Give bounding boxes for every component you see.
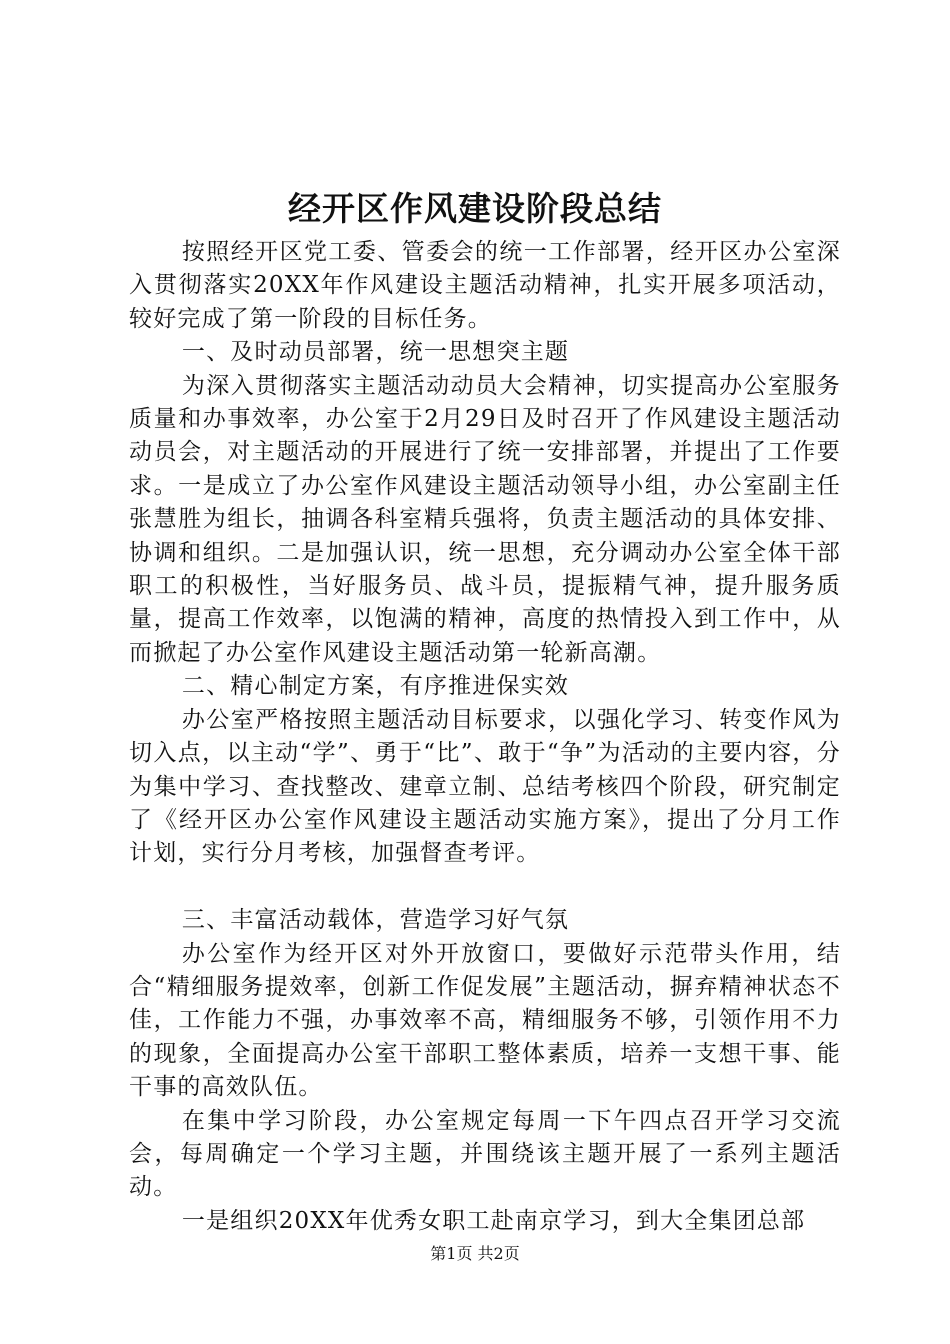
section-heading-3: 三、丰富活动载体，营造学习好气氛 bbox=[181, 907, 570, 934]
page-footer: 第1页 共2页 bbox=[430, 1244, 520, 1263]
section-heading-2: 二、精心制定方案，有序推进保实效 bbox=[181, 673, 570, 700]
document-title: 经开区作风建设阶段总结 bbox=[288, 189, 662, 228]
paragraph-section-2: 办公室严格按照主题活动目标要求，以强化学习、转变作风为切入点，以主动“学”、勇于“比”、敢于“争”为活动的主要内容，分为集中学习、查找整改、建章立制、总结考核四个阶段，研究制定了《经开区办公室作风建设主题活动实施方案》，提出了分月工作计划，实行分月考核，加强督查考评。 bbox=[129, 706, 841, 867]
document-body bbox=[129, 236, 841, 1238]
paragraph-section-1: 为深入贯彻落实主题活动动员大会精神，切实提高办公室服务质量和办事效率，办公室于2月29日及时召开了作风建设主题活动动员会，对主题活动的开展进行了统一安排部署，并提出了工作要求。一是成立了办公室作风建设主题活动领导小组，办公室副主任张慧胜为组长，抽调各科室精兵强将，负责主题活动的具体安排、协调和组织。二是加强认识，统一思想，充分调动办公室全体干部职工的积极性，当好服务员、战斗员，提振精气神，提升服务质量，提高工作效率，以饱满的精神，高度的热情投入到工作中，从而掀起了办公室作风建设主题活动第一轮新高潮。 bbox=[129, 372, 841, 666]
paragraph-spacer bbox=[129, 871, 841, 904]
paragraph-item-1: 一是组织20XX年优秀女职工赴南京学习，到大全集团总部 bbox=[181, 1207, 806, 1234]
paragraph-study-phase: 在集中学习阶段，办公室规定每周一下午四点召开学习交流会，每周确定一个学习主题，并围绕该主题开展了一系列主题活动。 bbox=[129, 1107, 841, 1201]
paragraph-intro: 按照经开区党工委、管委会的统一工作部署，经开区办公室深入贯彻落实20XX年作风建设主题活动精神，扎实开展多项活动，较好完成了第一阶段的目标任务。 bbox=[129, 239, 841, 332]
section-heading-1: 一、及时动员部署，统一思想突主题 bbox=[181, 339, 570, 366]
paragraph-section-3: 办公室作为经开区对外开放窗口，要做好示范带头作用，结合“精细服务提效率，创新工作促发展”主题活动，摒弃精神状态不佳，工作能力不强，办事效率不高，精细服务不够，引领作用不力的现象，全面提高办公室干部职工整体素质，培养一支想干事、能干事的高效队伍。 bbox=[129, 940, 841, 1101]
